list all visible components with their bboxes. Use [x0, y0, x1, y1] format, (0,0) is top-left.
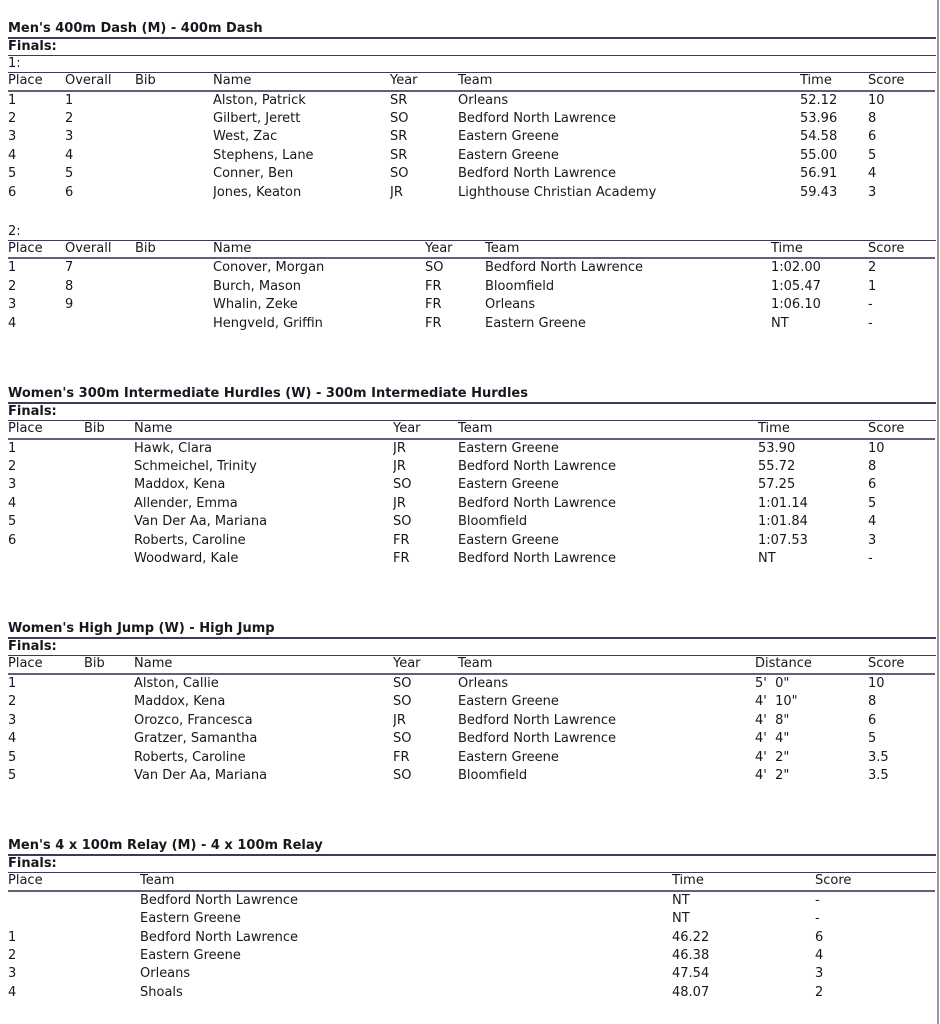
result-cell-bib [84, 712, 134, 730]
result-cell-name: Hengveld, Griffin [213, 315, 323, 331]
result-cell-bib [135, 278, 213, 296]
header-row [8, 421, 935, 439]
result-cell-bib [135, 165, 213, 183]
result-cell-name: Roberts, Caroline [134, 749, 246, 765]
result-cell-team: Eastern Greene [458, 147, 559, 163]
results-table-4x100-relay [8, 873, 935, 1002]
result-cell-place: 5 [8, 749, 17, 765]
result-cell-name: Woodward, Kale [134, 551, 239, 566]
result-cell-bib [84, 476, 134, 494]
result-cell-score: 5 [868, 147, 877, 163]
result-cell-score: 5 [868, 731, 877, 747]
result-cell-score: 4 [815, 948, 824, 964]
result-cell-place: 1 [8, 675, 17, 691]
result-cell-team: Orleans [458, 675, 509, 691]
result-cell-place: 6 [8, 184, 17, 200]
result-cell-name: Maddox, Kena [134, 477, 226, 493]
heat-label: 2: [8, 224, 936, 241]
result-cell-team: Bedford North Lawrence [458, 495, 616, 511]
result-cell-score: 6 [815, 929, 824, 945]
result-cell-year: SO [425, 260, 444, 276]
result-cell-bib [135, 296, 213, 314]
result-cell-year: FR [425, 297, 442, 313]
result-row [8, 147, 935, 165]
result-cell-team: Orleans [140, 966, 191, 982]
result-cell-place: 1 [8, 440, 17, 456]
column-header-score: Score [815, 873, 935, 891]
result-cell-overall: 1 [65, 92, 74, 108]
result-cell-score: 3 [815, 966, 824, 982]
column-header-place: Place [8, 873, 140, 891]
result-row [8, 550, 935, 568]
event-section-mens-4x100-relay [8, 838, 936, 1002]
result-cell-score: 3.5 [868, 767, 889, 783]
result-cell-time: 1:07.53 [758, 532, 808, 548]
result-cell-time: 46.22 [672, 929, 710, 945]
column-header-team: Team [458, 73, 800, 91]
column-header-time: Time [758, 421, 868, 439]
result-cell-bib [84, 767, 134, 785]
result-cell-score: 6 [868, 712, 877, 728]
result-row [8, 110, 935, 128]
result-row [8, 693, 935, 711]
result-cell-place: 2 [8, 278, 17, 294]
result-cell-score: - [868, 315, 873, 331]
result-cell-time: 48.07 [672, 984, 710, 1000]
result-cell-score: 10 [868, 675, 885, 691]
result-row [8, 674, 935, 693]
result-cell-year: SR [390, 92, 408, 108]
result-cell-name: Gratzer, Samantha [134, 731, 258, 747]
result-cell-time: NT [758, 551, 776, 566]
result-cell-place: 4 [8, 495, 17, 511]
column-header-score: Score [868, 421, 935, 439]
result-cell-team: Eastern Greene [458, 477, 559, 493]
result-cell-time: 47.54 [672, 966, 710, 982]
result-cell-place: 5 [8, 767, 17, 783]
result-cell-team: Bedford North Lawrence [485, 260, 643, 276]
result-cell-team: Orleans [458, 92, 509, 108]
result-cell-time: 59.43 [800, 184, 838, 200]
round-label: Finals: [8, 404, 936, 421]
result-row [8, 296, 935, 314]
result-cell-year: SR [390, 129, 408, 145]
result-cell-score: 5 [868, 495, 877, 511]
result-cell-place: 6 [8, 532, 17, 548]
result-cell-place: 2 [8, 110, 17, 126]
result-cell-place: 1 [8, 92, 17, 108]
result-cell-year: SO [393, 731, 412, 747]
result-cell-place: 1 [8, 260, 17, 276]
result-cell-team: Bedford North Lawrence [140, 929, 298, 945]
result-cell-name: Conover, Morgan [213, 260, 325, 276]
result-cell-time: 57.25 [758, 477, 796, 493]
result-cell-name: Alston, Callie [134, 675, 219, 691]
result-cell-name: Burch, Mason [213, 278, 302, 294]
result-row [8, 439, 935, 458]
result-cell-bib [84, 693, 134, 711]
result-cell-place: 4 [8, 147, 17, 163]
result-cell-year: FR [425, 278, 442, 294]
result-row [8, 476, 935, 494]
column-header-score: Score [868, 656, 935, 674]
result-cell-distance: 5' 0" [755, 675, 790, 691]
result-cell-year: JR [393, 440, 406, 456]
result-cell-score: - [868, 551, 873, 566]
result-cell-year: SO [390, 166, 409, 182]
column-header-name: Name [213, 73, 390, 91]
result-cell-time: 1:05.47 [771, 278, 821, 294]
result-cell-overall: 3 [65, 129, 74, 145]
event-title: Men's 400m Dash (M) - 400m Dash [8, 21, 936, 39]
result-cell-overall: 5 [65, 166, 74, 182]
result-cell-time: 1:06.10 [771, 297, 821, 313]
result-row [8, 165, 935, 183]
result-cell-time: 46.38 [672, 948, 710, 964]
result-row [8, 767, 935, 785]
results-table-400m-heat-2 [8, 241, 935, 333]
result-row [8, 984, 935, 1002]
column-header-team: Team [458, 656, 755, 674]
result-cell-overall [65, 315, 135, 333]
result-cell-year: SO [393, 477, 412, 493]
result-cell-year: JR [393, 495, 406, 511]
result-cell-score: 3.5 [868, 749, 889, 765]
result-cell-place: 3 [8, 966, 17, 982]
result-cell-place: 3 [8, 297, 17, 313]
result-cell-name: Jones, Keaton [213, 184, 302, 200]
results-table-300m-hurdles [8, 421, 935, 568]
result-cell-name: Schmeichel, Trinity [134, 458, 257, 474]
result-cell-bib [84, 495, 134, 513]
result-cell-team: Bloomfield [485, 278, 555, 294]
result-cell-time: 52.12 [800, 92, 838, 108]
result-cell-name: Stephens, Lane [213, 147, 314, 163]
result-cell-team: Bedford North Lawrence [458, 731, 616, 747]
result-cell-distance: 4' 2" [755, 767, 790, 783]
result-cell-year: FR [393, 749, 410, 765]
result-cell-team: Bloomfield [458, 514, 528, 530]
column-header-score: Score [868, 241, 935, 259]
result-cell-time: 56.91 [800, 166, 838, 182]
result-row [8, 712, 935, 730]
result-row [8, 315, 935, 333]
result-row [8, 532, 935, 550]
result-cell-score: 8 [868, 110, 877, 126]
round-label: Finals: [8, 639, 936, 656]
result-cell-time: 54.58 [800, 129, 838, 145]
result-cell-score: - [815, 892, 820, 908]
result-cell-name: Orozco, Francesca [134, 712, 253, 728]
result-cell-name: Van Der Aa, Mariana [134, 514, 268, 530]
column-header-team: Team [140, 873, 672, 891]
result-cell-bib [135, 184, 213, 202]
result-cell-bib [135, 147, 213, 165]
result-cell-year: JR [393, 712, 406, 728]
event-title: Women's 300m Intermediate Hurdles (W) - 300m Intermediate Hurdles [8, 386, 936, 404]
column-header-year: Year [393, 421, 458, 439]
result-cell-team: Eastern Greene [458, 749, 559, 765]
result-row [8, 730, 935, 748]
result-cell-year: SO [390, 110, 409, 126]
result-cell-bib [135, 258, 213, 277]
result-cell-team: Eastern Greene [485, 315, 586, 331]
heat-label: 1: [8, 56, 936, 73]
column-header-year: Year [390, 73, 458, 91]
result-cell-team: Orleans [485, 297, 536, 313]
event-title: Men's 4 x 100m Relay (M) - 4 x 100m Relay [8, 838, 936, 856]
result-cell-year: FR [393, 532, 410, 548]
result-cell-time: 55.00 [800, 147, 838, 163]
result-cell-score: - [815, 911, 820, 927]
result-cell-team: Bedford North Lawrence [140, 892, 298, 908]
result-cell-score: - [868, 297, 873, 313]
result-cell-team: Eastern Greene [458, 694, 559, 710]
round-label: Finals: [8, 856, 936, 873]
result-cell-bib [135, 110, 213, 128]
result-cell-score: 2 [868, 260, 877, 276]
result-cell-time: 1:01.14 [758, 495, 808, 511]
result-cell-score: 8 [868, 694, 877, 710]
column-header-team: Team [485, 241, 771, 259]
result-cell-team: Lighthouse Christian Academy [458, 184, 657, 200]
result-cell-year: SO [393, 675, 412, 691]
result-cell-score: 2 [815, 984, 824, 1000]
result-cell-name: West, Zac [213, 129, 278, 145]
result-row [8, 495, 935, 513]
result-cell-overall: 9 [65, 297, 74, 313]
column-header-bib: Bib [135, 241, 213, 259]
result-cell-distance: 4' 8" [755, 712, 790, 728]
result-cell-team: Eastern Greene [140, 948, 241, 964]
column-header-place: Place [8, 73, 65, 91]
result-cell-overall: 7 [65, 260, 74, 276]
result-cell-overall: 8 [65, 278, 74, 294]
result-cell-bib [84, 730, 134, 748]
result-row [8, 458, 935, 476]
column-header-place: Place [8, 421, 84, 439]
result-cell-place: 4 [8, 984, 17, 1000]
result-row [8, 91, 935, 110]
column-header-bib: Bib [84, 421, 134, 439]
result-cell-name: Maddox, Kena [134, 694, 226, 710]
event-title: Women's High Jump (W) - High Jump [8, 621, 936, 639]
column-header-place: Place [8, 656, 84, 674]
result-cell-team: Eastern Greene [140, 911, 241, 927]
result-cell-score: 8 [868, 458, 877, 474]
result-cell-year: SO [393, 767, 412, 783]
result-cell-place [8, 910, 140, 928]
result-cell-name: Gilbert, Jerett [213, 110, 301, 126]
result-cell-bib [135, 128, 213, 146]
column-header-team: Team [458, 421, 758, 439]
result-cell-score: 10 [868, 92, 885, 108]
column-header-distance: Distance [755, 656, 868, 674]
result-cell-score: 4 [868, 514, 877, 530]
result-cell-team: Bedford North Lawrence [458, 458, 616, 474]
result-cell-place [8, 550, 84, 568]
result-cell-place: 3 [8, 129, 17, 145]
result-cell-score: 1 [868, 278, 877, 294]
result-cell-score: 6 [868, 477, 877, 493]
result-row [8, 910, 935, 928]
column-header-name: Name [213, 241, 425, 259]
result-cell-year: JR [390, 184, 403, 200]
result-cell-time: NT [672, 911, 690, 927]
result-cell-place: 2 [8, 694, 17, 710]
result-cell-score: 6 [868, 129, 877, 145]
column-header-year: Year [425, 241, 485, 259]
result-row [8, 184, 935, 202]
result-cell-year: SO [393, 694, 412, 710]
column-header-name: Name [134, 421, 393, 439]
result-cell-bib [84, 532, 134, 550]
column-header-time: Time [800, 73, 868, 91]
result-cell-bib [135, 91, 213, 110]
event-section-mens-400m-dash [8, 21, 936, 333]
result-cell-place: 2 [8, 458, 17, 474]
result-cell-time: 53.96 [800, 110, 838, 126]
result-row [8, 513, 935, 531]
column-header-year: Year [393, 656, 458, 674]
result-cell-year: JR [393, 458, 406, 474]
result-cell-name: Allender, Emma [134, 495, 238, 511]
column-header-bib: Bib [84, 656, 134, 674]
event-section-womens-high-jump [8, 621, 936, 785]
result-cell-place: 3 [8, 712, 17, 728]
column-header-time: Time [672, 873, 815, 891]
result-cell-score: 10 [868, 440, 885, 456]
result-cell-bib [84, 458, 134, 476]
result-row [8, 965, 935, 983]
column-header-bib: Bib [135, 73, 213, 91]
event-section-womens-300m-hurdles [8, 386, 936, 568]
result-cell-year: SR [390, 147, 408, 163]
header-row [8, 241, 935, 259]
header-row [8, 873, 935, 891]
column-header-time: Time [771, 241, 868, 259]
result-cell-time: 1:01.84 [758, 514, 808, 530]
result-row [8, 929, 935, 947]
result-cell-place [8, 891, 140, 910]
result-cell-bib [84, 439, 134, 458]
result-cell-score: 3 [868, 532, 877, 548]
result-cell-time: 55.72 [758, 458, 796, 474]
result-cell-time: NT [672, 892, 690, 908]
result-cell-score: 4 [868, 166, 877, 182]
result-cell-time: NT [771, 315, 789, 331]
result-cell-place: 4 [8, 731, 17, 747]
result-cell-bib [84, 550, 134, 568]
result-cell-team: Bedford North Lawrence [458, 166, 616, 182]
result-cell-name: Roberts, Caroline [134, 532, 246, 548]
result-cell-team: Bedford North Lawrence [458, 551, 616, 566]
result-cell-bib [84, 749, 134, 767]
result-cell-team: Eastern Greene [458, 440, 559, 456]
column-header-score: Score [868, 73, 935, 91]
column-header-overall: Overall [65, 73, 135, 91]
result-cell-overall: 4 [65, 147, 74, 163]
result-cell-year: FR [425, 315, 442, 331]
header-row [8, 656, 935, 674]
result-row [8, 128, 935, 146]
result-cell-name: Alston, Patrick [213, 92, 306, 108]
result-row [8, 258, 935, 277]
result-row [8, 278, 935, 296]
result-cell-name: Hawk, Clara [134, 440, 213, 456]
result-cell-team: Shoals [140, 984, 183, 1000]
result-cell-team: Eastern Greene [458, 532, 559, 548]
result-cell-bib [84, 674, 134, 693]
result-cell-team: Bloomfield [458, 767, 528, 783]
result-cell-place: 1 [8, 929, 17, 945]
result-row [8, 891, 935, 910]
result-cell-distance: 4' 4" [755, 731, 790, 747]
result-cell-time: 1:02.00 [771, 260, 821, 276]
result-cell-name: Conner, Ben [213, 166, 294, 182]
round-label: Finals: [8, 39, 936, 56]
result-cell-place: 4 [8, 315, 17, 331]
result-cell-year: FR [393, 551, 410, 566]
result-cell-overall: 6 [65, 184, 74, 200]
result-cell-bib [135, 315, 213, 333]
results-table-400m-heat-1 [8, 73, 935, 202]
column-header-name: Name [134, 656, 393, 674]
result-cell-place: 2 [8, 948, 17, 964]
result-cell-year: SO [393, 514, 412, 530]
result-cell-team: Eastern Greene [458, 129, 559, 145]
result-cell-score: 3 [868, 184, 877, 200]
result-row [8, 749, 935, 767]
result-cell-place: 3 [8, 477, 17, 493]
result-row [8, 947, 935, 965]
results-table-high-jump [8, 656, 935, 785]
result-cell-place: 5 [8, 514, 17, 530]
column-header-overall: Overall [65, 241, 135, 259]
result-cell-distance: 4' 10" [755, 694, 798, 710]
result-cell-team: Bedford North Lawrence [458, 712, 616, 728]
header-row [8, 73, 935, 91]
result-cell-name: Van Der Aa, Mariana [134, 767, 268, 783]
result-cell-bib [84, 513, 134, 531]
column-header-place: Place [8, 241, 65, 259]
result-cell-time: 53.90 [758, 440, 796, 456]
result-cell-name: Whalin, Zeke [213, 297, 298, 313]
result-cell-overall: 2 [65, 110, 74, 126]
result-cell-distance: 4' 2" [755, 749, 790, 765]
result-cell-place: 5 [8, 166, 17, 182]
result-cell-team: Bedford North Lawrence [458, 110, 616, 126]
